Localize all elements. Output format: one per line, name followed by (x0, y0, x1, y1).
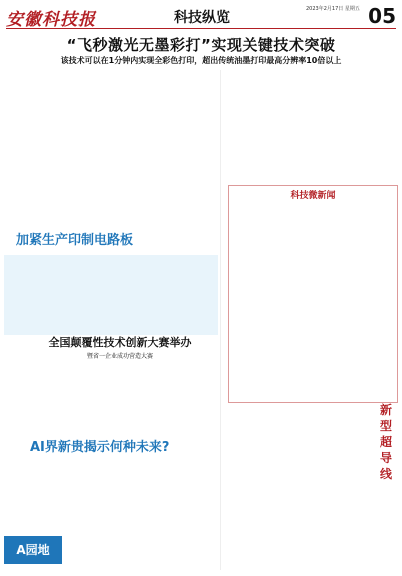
lead-subhead: 该技术可以在1分钟内实现全彩色打印，超出传统油墨打印最高分辨率10倍以上 (60, 56, 342, 65)
column-divider (220, 70, 221, 570)
pcb-photo-placeholder (4, 255, 218, 335)
news-radar-title: 科技微新闻 (290, 191, 336, 201)
lead-headline: “飞秒激光无墨彩打”实现关键技术突破 (66, 36, 336, 54)
newspaper-logo: 安徽科技报 (6, 10, 96, 30)
side-headline: 新型超导线 (380, 403, 393, 481)
forum-story-title: 全国颠覆性技术创新大赛举办 (48, 336, 192, 349)
section-title: 科技纵览 (174, 10, 230, 26)
issue-date: 2023年2月17日 星期五 (306, 6, 360, 12)
forum-story-subtitle: 暨省一企业成功营造大赛 (86, 353, 153, 360)
garden-badge: A园地 (4, 536, 62, 564)
pcb-story-title: 加紧生产印制电路板 (16, 233, 134, 248)
news-radar-box (228, 185, 398, 403)
masthead (6, 4, 396, 29)
ai-story-title: AI界新贵揭示何种未来? (30, 440, 170, 455)
page-number: 05 (368, 4, 396, 28)
